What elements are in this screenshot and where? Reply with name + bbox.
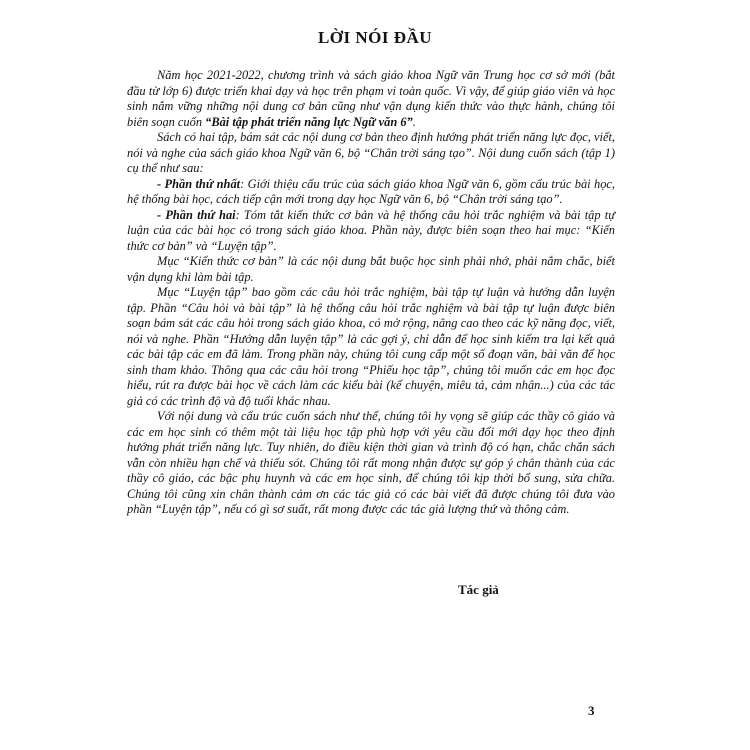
- paragraph-part-two: [127, 208, 615, 255]
- page-number: 3: [588, 703, 595, 718]
- paragraph-intro-end: .: [412, 114, 416, 129]
- paragraph-basic-knowledge: Mục “Kiến thức cơ bản” là các nội dung bắt buộc học sinh phải nhớ, phải nắm chắc, biết vận dụng khi làm bài tập.: [127, 254, 615, 284]
- part-one-text: : Giới thiệu cấu trúc của sách giáo khoa Ngữ văn 6, gồm cấu trúc bài học, hệ thống bài học, cách tiếp cận mới trong dạy học Ngữ văn 6, bộ “Chân trời sáng tạo”.: [127, 176, 615, 206]
- paragraph-part-one: [127, 177, 615, 208]
- part-two-label: - Phần thứ hai: [157, 207, 236, 222]
- paragraph-overview: Sách có hai tập, bám sát các nội dung cơ bản theo định hướng phát triển năng lực đọc, viết, nói và nghe của sách giáo khoa Ngữ văn 6, bộ “Chân trời sáng tạo”. Nội dung cuốn sách (tập 1) cụ thể như sau:: [127, 130, 615, 175]
- document-body: [127, 68, 615, 518]
- paragraph-closing: Với nội dung và cấu trúc cuốn sách như thế, chúng tôi hy vọng sẽ giúp các thầy cô giáo và các em học sinh có thêm một tài liệu học tập phù hợp với yêu cầu đổi mới dạy học theo định hướng phát triển năng lực. Tuy nhiên, do điều kiện thời gian và trình độ có hạn, chắc chắn sách vẫn còn nhiều hạn chế và thiếu sót. Chúng tôi rất mong nhận được sự góp ý chân thành của các thầy cô giáo, các bậc phụ huynh và các em học sinh, để chúng tôi kịp thời bổ sung, sửa chữa. Chúng tôi cũng xin chân thành cảm ơn các tác giả có các bài viết đã được chúng tôi đưa vào phần “Luyện tập”, nếu có gì sơ suất, rất mong được các tác giả lượng thứ và thông cảm.: [127, 409, 615, 516]
- part-one-label: - Phần thứ nhất: [157, 176, 241, 191]
- part-two-text: : Tóm tắt kiến thức cơ bản và hệ thống câu hỏi trắc nghiệm và bài tập tự luận của các bài học có trong sách giáo khoa. Phần này, được biên soạn theo hai mục: “Kiến thức cơ bản” và “Luyện tập”.: [127, 207, 615, 253]
- page-title: LỜI NÓI ĐẦU: [317, 28, 433, 47]
- paragraph-intro-text: Năm học 2021-2022, chương trình và sách giáo khoa Ngữ văn Trung học cơ sở mới (bắt đầu từ lớp 6) được triển khai dạy và học trên phạm vi toàn quốc. Vì vậy, để giúp giáo viên và học sinh nắm vững những nội dung cơ bản cũng như vận dụng kiến thức vào thực hành, chúng tôi biên soạn cuốn: [127, 68, 615, 129]
- book-title: “Bài tập phát triển năng lực Ngữ văn 6”: [205, 114, 413, 129]
- paragraph-intro: [127, 68, 615, 130]
- paragraph-practice: Mục “Luyện tập” bao gồm các câu hỏi trắc nghiệm, bài tập tự luận và hướng dẫn luyện tập. Phần “Câu hỏi và bài tập” là hệ thống câu hỏi trắc nghiệm và bài tập tự luận được biên soạn bám sát các câu hỏi trong sách giáo khoa, có mở rộng, nâng cao theo các kỹ năng đọc, viết, nói và nghe. Phần “Hướng dẫn luyện tập” là các gợi ý, chỉ dẫn để học sinh kiểm tra lại kết quả các bài tập các em đã làm. Trong phần này, chúng tôi cung cấp một số đoạn văn, bài văn để học sinh tham khảo. Thông qua các câu hỏi trong “Phiếu học tập”, chúng tôi muốn các em học đọc hiểu, rút ra được bài học về cách làm các kiểu bài (kể chuyện, miêu tả, cảm nhận...) của các tác giả có các trình độ và độ tuổi khác nhau.: [127, 285, 615, 408]
- author-signature: Tác giả: [458, 582, 499, 597]
